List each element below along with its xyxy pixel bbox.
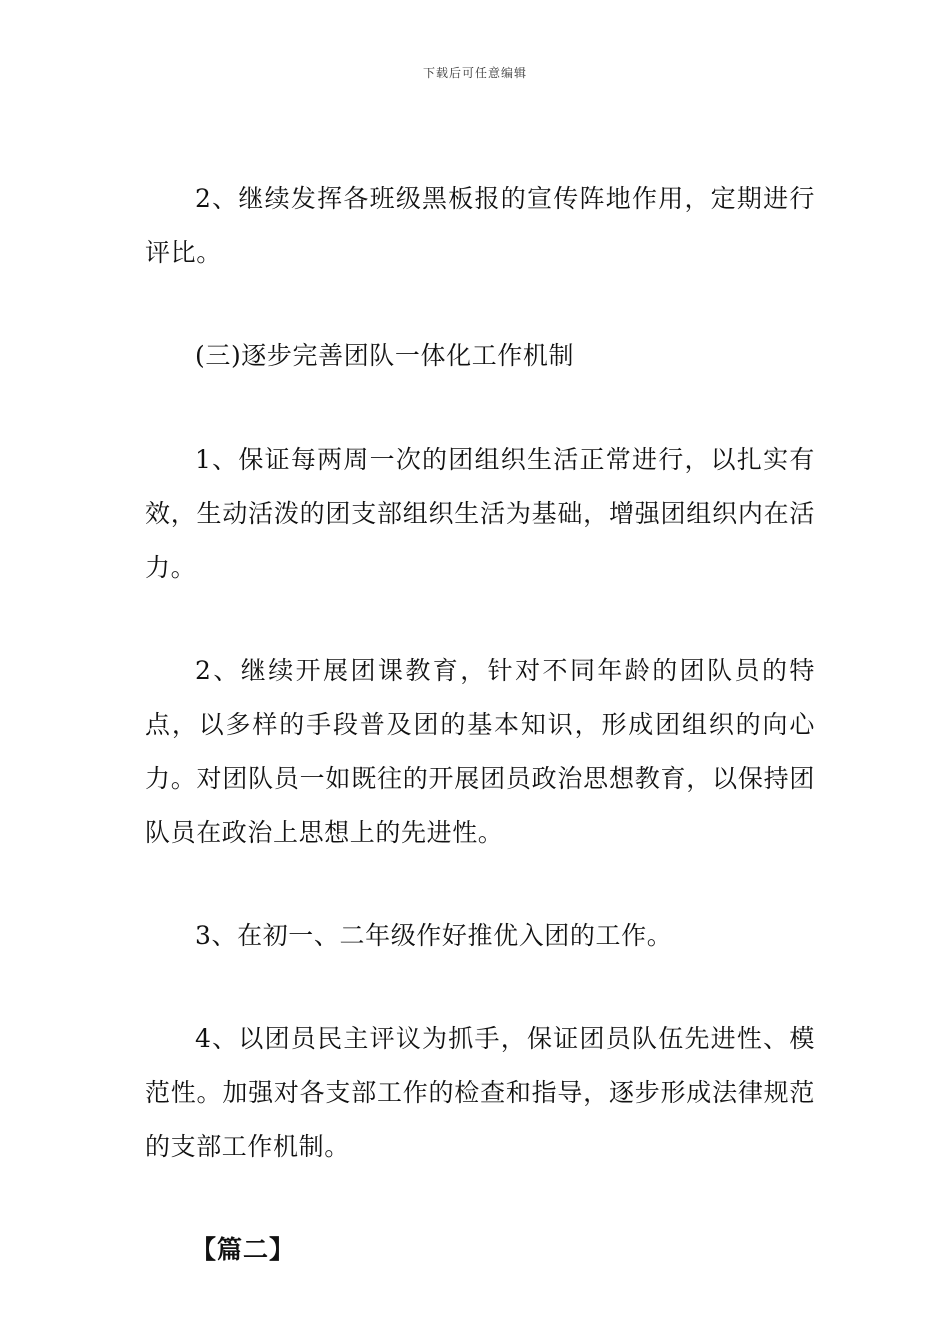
document-body bbox=[145, 172, 815, 1277]
paragraph-blackboard: 2、继续发挥各班级黑板报的宣传阵地作用，定期进行评比。 bbox=[145, 184, 815, 267]
paragraph-league-education: 2、继续开展团课教育，针对不同年龄的团队员的特点，以多样的手段普及团的基本知识，形成团组织的向心力。对团队员一如既往的开展团员政治思想教育，以保持团队员在政治上思想上的先进性。 bbox=[145, 656, 815, 847]
section-title: 【篇二】 bbox=[191, 1235, 296, 1264]
page-header: 下载后可任意编辑 bbox=[422, 66, 527, 80]
paragraph-league-life: 1、保证每两周一次的团组织生活正常进行，以扎实有效，生动活泼的团支部组织生活为基础，增强团组织内在活力。 bbox=[145, 445, 815, 582]
paragraph-democratic-review: 4、以团员民主评议为抓手，保证团员队伍先进性、模范性。加强对各支部工作的检查和指导，逐步形成法律规范的支部工作机制。 bbox=[145, 1024, 815, 1161]
paragraph-recommend-join: 3、在初一、二年级作好推优入团的工作。 bbox=[195, 921, 673, 950]
subheading-team-mechanism: (三)逐步完善团队一体化工作机制 bbox=[195, 341, 575, 370]
